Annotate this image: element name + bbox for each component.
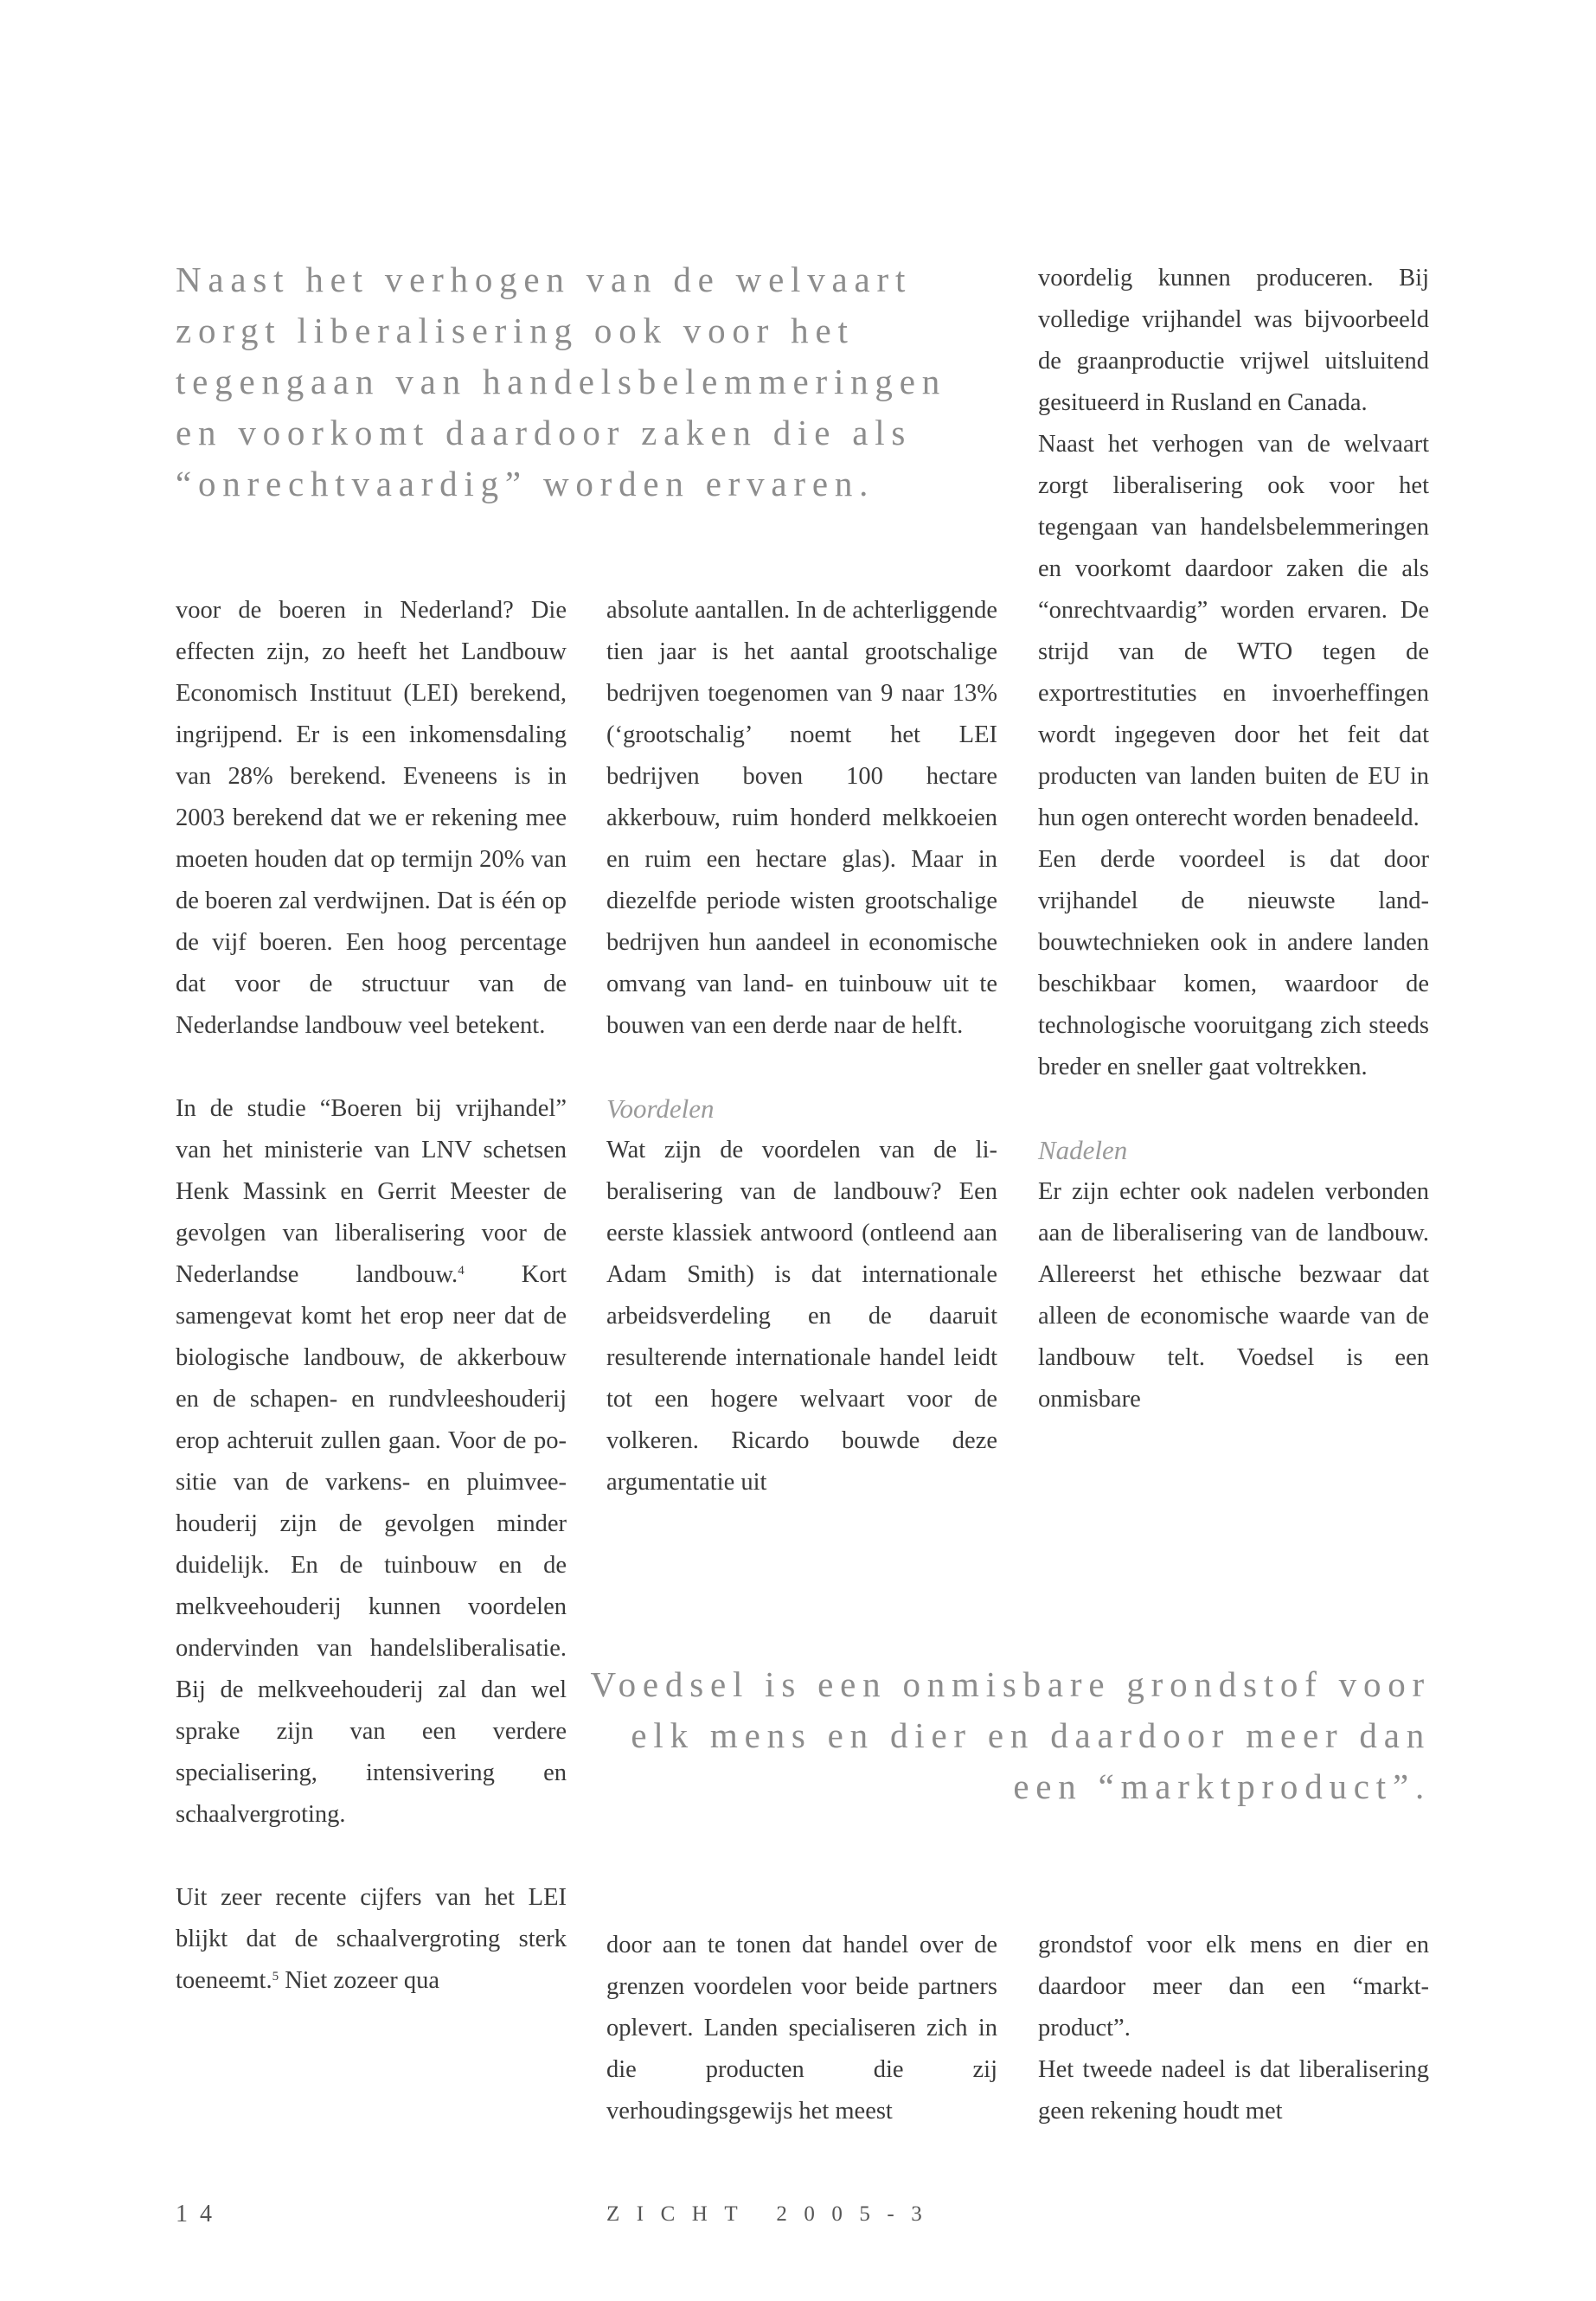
text-column-left xyxy=(176,590,567,2002)
text-column-middle-top xyxy=(606,590,997,1503)
section-heading-nadelen: Nadelen xyxy=(1038,1135,1128,1165)
paragraph-text: Kort samengevat komt het erop neer dat de biologische landbouw, de akkerbouw en de schapen- en rundvleeshouderij erop achteruit zullen gaan. Voor de positie van de varkens- en pluimveehouderij zijn de gevolgen minder duidelijk. En de tuinbouw en de melkveehouderij kunnen voordelen ondervinden van handelsliberalisatie. Bij de melkveehouderij zal dan wel sprake zijn van een verdere specialisering, intensivering en schaalvergroting. xyxy=(176,1261,567,1828)
footnote-ref: 4 xyxy=(458,1264,465,1278)
pull-quote-line: en voorkomt daardoor zaken die als xyxy=(176,413,913,452)
paragraph-text: Niet zozeer qua xyxy=(279,1967,440,1994)
paragraph: voordelig kunnen produceren. Bij volledige vrijhandel was bijvoorbeeld de graanproductie vrijwel uitsluitend gesitueerd in Rusland en Canada. xyxy=(1038,265,1429,416)
pull-quote-line: elk mens en dier en daardoor meer dan xyxy=(631,1715,1431,1755)
paragraph-text: In de studie “Boeren bij vrijhandel” van het ministerie van LNV schetsen Henk Massink en Gerrit Meester de gevolgen van liberalisering voor de Nederlandse landbouw. xyxy=(176,1095,567,1288)
paragraph xyxy=(176,1877,567,2002)
pull-quote-line: Voedsel is een onmisbare grondstof voor xyxy=(590,1664,1431,1704)
paragraph: Wat zijn de voordelen van de liberalisering van de landbouw? Een eerste klassiek antwoord (ontleend aan Adam Smith) is dat internationale arbeidsverdeling en de daaruit resulterende internationale handel leidt tot een hogere welvaart voor de volkeren. Ricardo bouwde deze argumentatie uit xyxy=(606,1137,997,1496)
paragraph: door aan te tonen dat handel over de grenzen voordelen voor beide partners oplevert. Landen specialiseren zich in die producten die zij verhoudingsgewijs het meest xyxy=(606,1932,997,2125)
section-heading-voordelen: Voordelen xyxy=(606,1093,715,1124)
pull-quote-line: “onrechtvaardig” worden ervaren. xyxy=(176,464,875,503)
pull-quote-top xyxy=(176,254,946,510)
footnote-ref: 5 xyxy=(272,1970,279,1984)
text-column-middle-bottom xyxy=(606,1925,997,2132)
paragraph: Het tweede nadeel is dat liberalisering geen rekening houdt met xyxy=(1038,2056,1429,2125)
paragraph: absolute aantallen. In de achterliggende tien jaar is het aantal grootschalige bedrijven toegenomen van 9 naar 13% (‘grootschalig’ noemt het LEI bedrijven boven 100 hectare akkerbouw, ruim honderd melkkoeien en ruim een hectare glas). Maar in diezelfde periode wisten grootschalige bedrijven hun aandeel in economische omvang van land- en tuinbouw uit te bouwen van een derde naar de helft. xyxy=(606,597,997,1039)
pull-quote-line: tegengaan van handelsbelemmeringen xyxy=(176,362,946,401)
paragraph: Een derde voordeel is dat door vrijhandel de nieuwste landbouwtechnieken ook in andere landen beschikbaar komen, waardoor de technologische vooruitgang zich steeds breder en sneller gaat voltrekken. xyxy=(1038,846,1429,1080)
paragraph: Er zijn echter ook nadelen verbonden aan de liberalisering van de landbouw. Allereerst het ethische bezwaar dat alleen de economische waarde van de landbouw telt. Voedsel is een onmisbare xyxy=(1038,1178,1429,1413)
text-column-right-bottom xyxy=(1038,1925,1429,2132)
pull-quote-middle xyxy=(591,1659,1431,1812)
paragraph: voor de boeren in Nederland? Die effecten zijn, zo heeft het Landbouw Economisch Instituut (LEI) berekend, ingrijpend. Er is een inkomensdaling van 28% berekend. Eveneens is in 2003 berekend dat we er rekening mee moeten houden dat op termijn 20% van de boeren zal verdwijnen. Dat is één op de vijf boeren. Een hoog percentage dat voor de structuur van de Nederlandse landbouw veel betekent. xyxy=(176,597,567,1039)
paragraph: grondstof voor elk mens en dier en daardoor meer dan een “marktproduct”. xyxy=(1038,1932,1429,2041)
paragraph: Naast het verhogen van de welvaart zorgt liberalisering ook voor het tegengaan van handelsbelemmeringen en voorkomt daardoor zaken die als “onrechtvaardig” worden ervaren. De strijd van de WTO tegen de exportrestituties en invoerheffingen wordt ingegeven door het feit dat producten van landen buiten de EU in hun ogen onterecht worden benadeeld. xyxy=(1038,431,1429,831)
pull-quote-line: zorgt liberalisering ook voor het xyxy=(176,311,855,350)
text-column-right-top xyxy=(1038,258,1429,1420)
pull-quote-line: Naast het verhogen van de welvaart xyxy=(176,260,913,299)
paragraph-text: Uit zeer recente cijfers van het LEI blijkt dat de schaalvergroting sterk toeneemt. xyxy=(176,1884,567,1994)
page-number: 14 xyxy=(176,2201,224,2227)
running-footer-title: ZICHT 2005-3 xyxy=(606,2202,939,2226)
paragraph xyxy=(176,1088,567,1836)
pull-quote-line: een “marktproduct”. xyxy=(1013,1766,1431,1806)
